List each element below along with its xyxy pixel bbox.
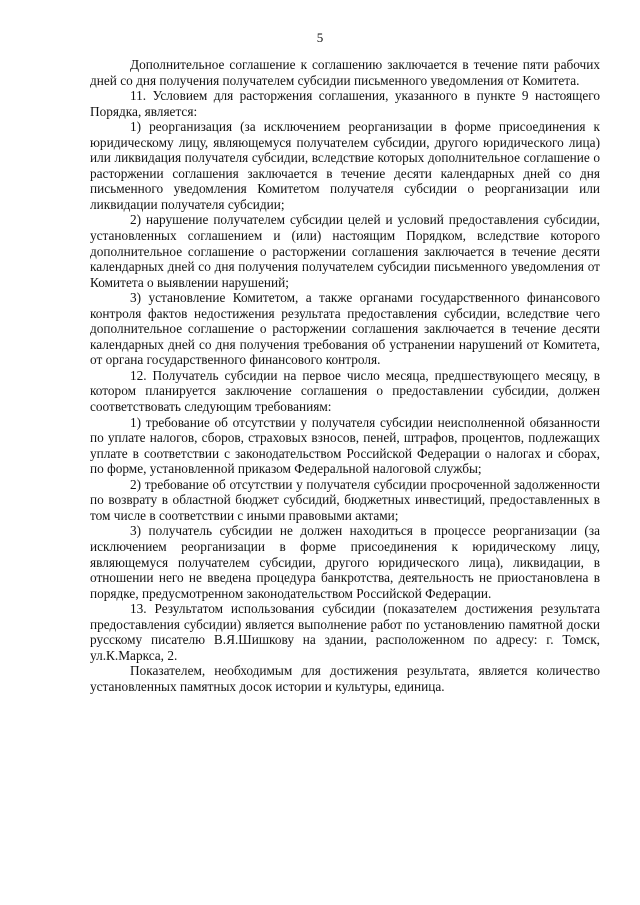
- paragraph: 1) реорганизация (за исключением реорганизации в форме присоединения к юридическому лицу, являющемуся получателем субсидии, другого юридического лица) или ликвидация получателя субсидии, вследствие которых дополнительное соглашение о расторжении соглашения заключается в течение десяти календарных дней со дня письменного уведомления Комитетом получателя субсидии о реорганизации или ликвидации получателя субсидии;: [90, 119, 600, 212]
- paragraph: 12. Получатель субсидии на первое число месяца, предшествующего месяцу, в котором планируется заключение соглашения о предоставлении субсидии, должен соответствовать следующим требованиям:: [90, 367, 600, 415]
- paragraph: Показателем, необходимым для достижения результата, является количество установленных памятных досок истории и культуры, единица.: [90, 663, 600, 694]
- paragraph: 1) требование об отсутствии у получателя субсидии неисполненной обязанности по уплате налогов, сборов, страховых взносов, пеней, штрафов, процентов, подлежащих уплате в соответствии с законодательством Российской Федерации о налогах и сборах, по форме, установленной приказом Федеральной налоговой службы;: [90, 414, 600, 477]
- document-body: [90, 57, 600, 694]
- paragraph: 11. Условием для расторжения соглашения, указанного в пункте 9 настоящего Порядка, является:: [90, 88, 600, 119]
- paragraph: 2) требование об отсутствии у получателя субсидии просроченной задолженности по возврату в областной бюджет субсидий, бюджетных инвестиций, предоставленных в том числе в соответствии с иными правовыми актами;: [90, 476, 600, 523]
- paragraph: 3) установление Комитетом, а также органами государственного финансового контроля фактов недостижения результата предоставления субсидии, вследствие чего дополнительное соглашение о расторжении соглашения заключается в течение десяти календарных дней со дня получения требования об устранении нарушений от Комитета, от органа государственного финансового контроля.: [90, 290, 600, 368]
- paragraph: 2) нарушение получателем субсидии целей и условий предоставления субсидии, установленных соглашением и (или) настоящим Порядком, вследствие которого дополнительное соглашение о расторжении соглашения заключается в течение десяти календарных дней со дня получения получателем субсидии письменного уведомления от Комитета о выявлении нарушений;: [90, 212, 600, 290]
- paragraph: Дополнительное соглашение к соглашению заключается в течение пяти рабочих дней со дня получения получателем субсидии письменного уведомления от Комитета.: [90, 57, 600, 88]
- paragraph: 3) получатель субсидии не должен находиться в процессе реорганизации (за исключением реорганизации в форме присоединения к юридическому лицу, являющемуся получателем субсидии, другого юридического лица), ликвидации, в отношении него не введена процедура банкротства, деятельность не приостановлена в порядке, предусмотренном законодательством Российской Федерации.: [90, 523, 600, 601]
- page-number: 5: [316, 30, 324, 45]
- paragraph: 13. Результатом использования субсидии (показателем достижения результата предоставления субсидии) является выполнение работ по установлению памятной доски русскому писателю В.Я.Шишкову на здании, расположенном по адресу: г. Томск, ул.К.Маркса, 2.: [90, 601, 600, 663]
